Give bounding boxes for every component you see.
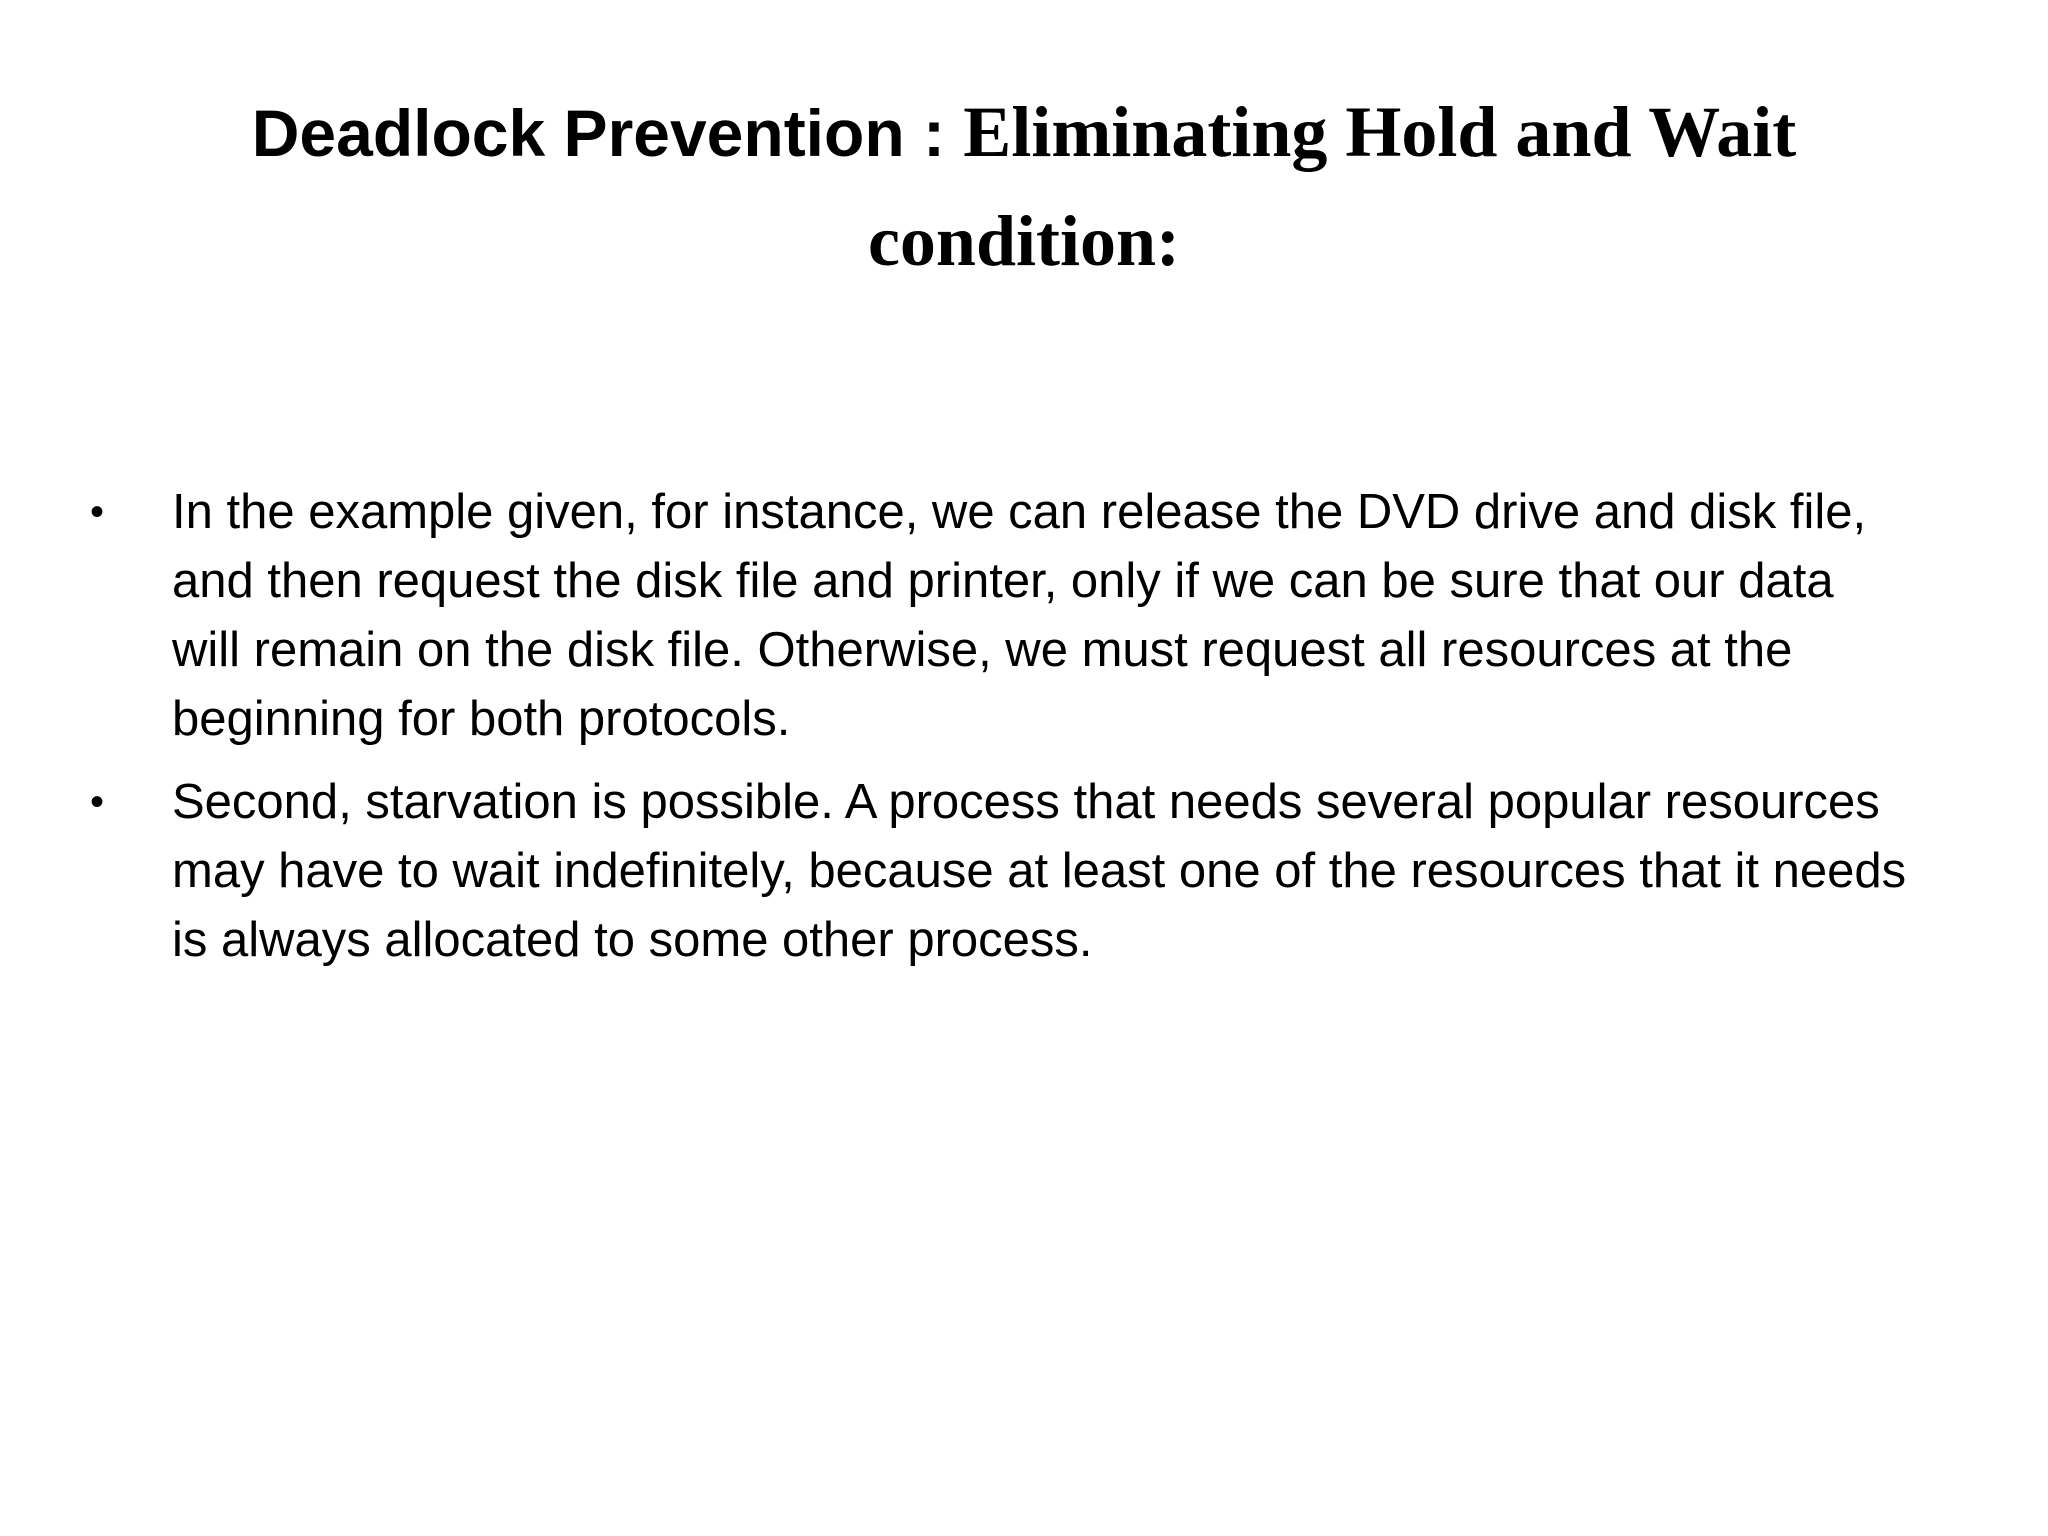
bullet-item: [90, 768, 1910, 975]
slide-title: [160, 84, 1888, 302]
bullet-item: [90, 478, 1910, 754]
bullet-icon: •: [90, 780, 105, 824]
bullet-text: In the example given, for instance, we can release the DVD drive and disk file, and then request the disk file and printer, only if we can be sure that our data will remain on the disk file. Otherwise, we must request all resources at the beginning for both protocols.: [172, 485, 1867, 746]
bullet-icon: •: [90, 490, 105, 534]
slide-title-prefix: Deadlock Prevention :: [251, 96, 964, 170]
bullet-text: Second, starvation is possible. A process that needs several popular resources may have to wait indefinitely, because at least one of the resources that it needs is always allocated to some other process.: [172, 775, 1907, 967]
slide-title-topic: Eliminating Hold and Wait condition:: [867, 92, 1797, 281]
bullet-list: [90, 478, 1910, 989]
